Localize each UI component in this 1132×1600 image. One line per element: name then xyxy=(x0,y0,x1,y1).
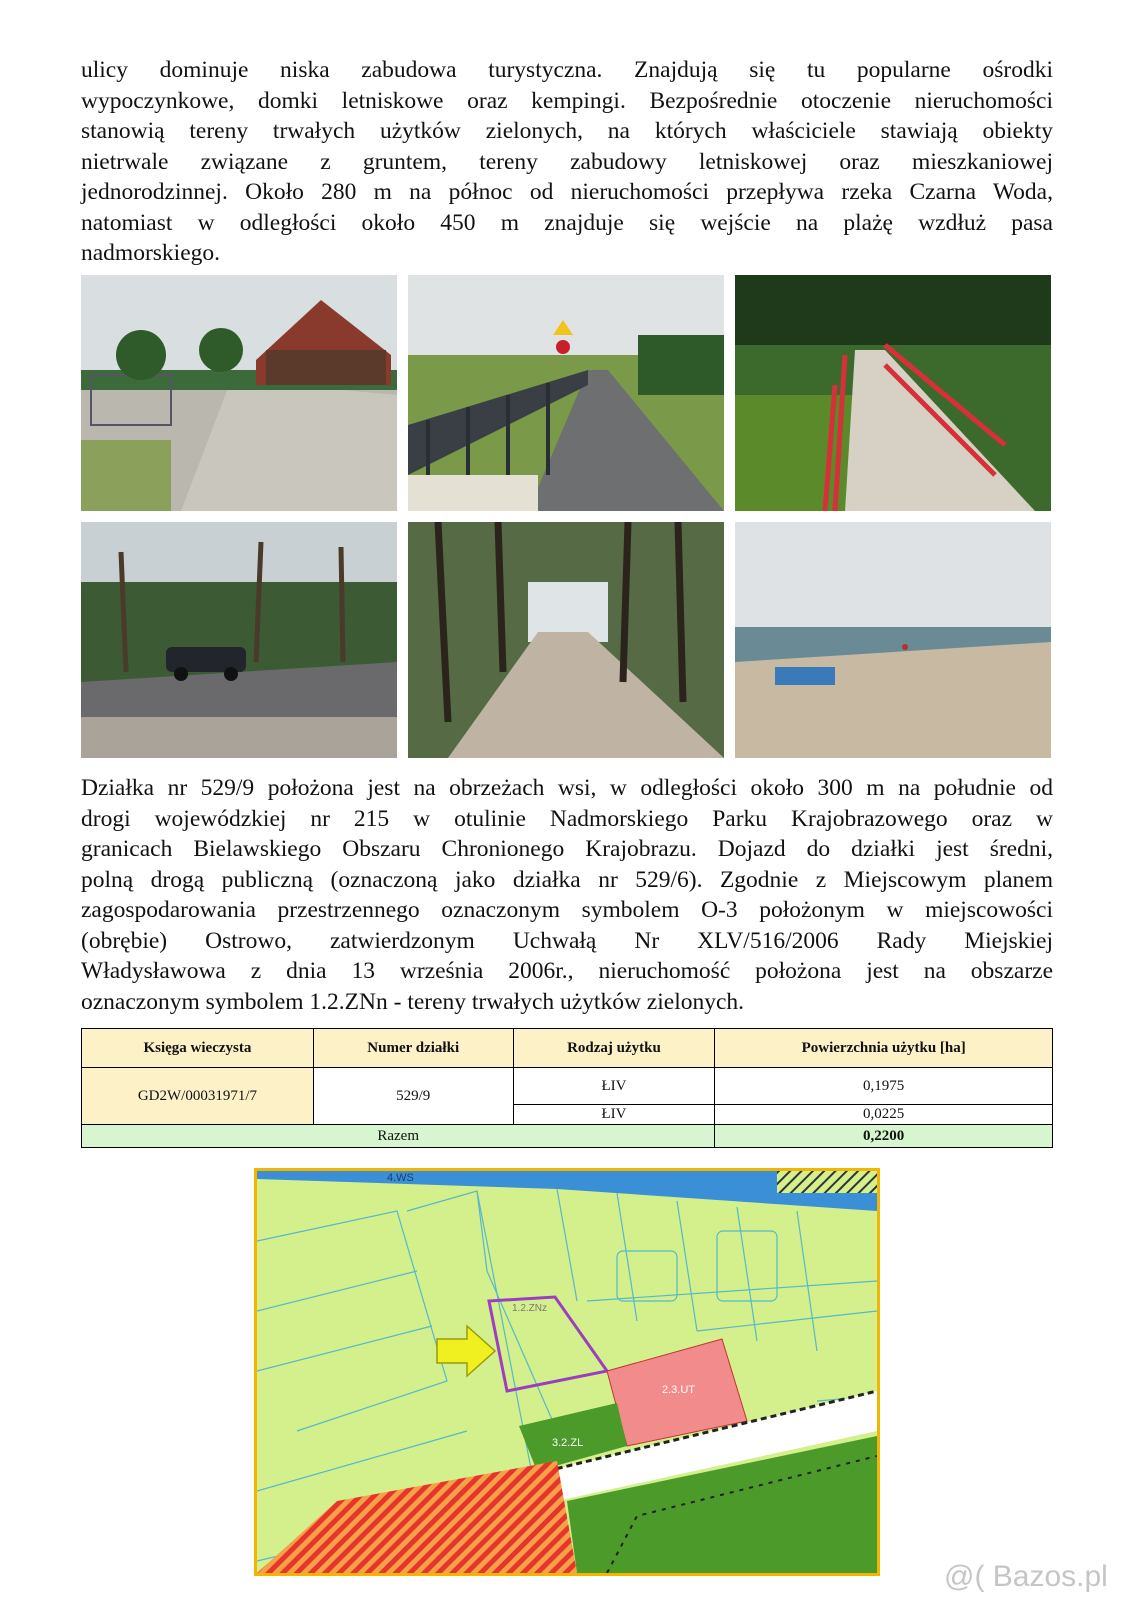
header-use-type: Rodzaj użytku xyxy=(513,1029,715,1068)
cell-kw: GD2W/00031971/7 xyxy=(82,1068,314,1125)
text-line: nietrwale związane z gruntem, tereny zabudowy letniskowej oraz mieszkaniowej xyxy=(81,148,1053,175)
text-line: Działka nr 529/9 położona jest na obrzeżach wsi, w odległości około 300 m na południe od xyxy=(81,775,1053,801)
cell-total-value: 0,2200 xyxy=(715,1125,1053,1148)
photo-bike-path xyxy=(408,275,724,511)
map-label-zl: 3.2.ZL xyxy=(552,1437,584,1449)
cell-plot-number: 529/9 xyxy=(313,1068,513,1125)
text-line: natomiast w odległości około 450 m znajduje się wejście na plażę wzdłuż pasa xyxy=(81,209,1053,236)
text-line: (obrębie) Ostrowo, zatwierdzonym Uchwałą Nr XLV/516/2006 Rady Miejskiej xyxy=(81,927,1053,954)
cell-total-label: Razem xyxy=(82,1125,715,1148)
cell-use-type: ŁIV xyxy=(513,1105,715,1125)
text-line: oznaczonym symbolem 1.2.ZNn - tereny trwałych użytków zielonych. xyxy=(81,988,745,1015)
text-line: wypoczynkowe, domki letniskowe oraz kempingi. Bezpośrednie otoczenie nieruchomości xyxy=(81,87,1053,114)
photo-forest-road xyxy=(81,522,397,758)
cell-area: 0,1975 xyxy=(715,1068,1053,1105)
text-line: jednorodzinnej. Około 280 m na północ od nieruchomości przepływa rzeka Czarna Woda, xyxy=(81,179,1053,205)
text-line: stanowią tereny trwałych użytków zielonych, na których właściciele stawiają obiekty xyxy=(81,118,1053,144)
header-kw: Księga wieczysta xyxy=(82,1029,314,1068)
text-line: Władysławowa z dnia 13 września 2006r., nieruchomość położona jest na obszarze xyxy=(81,958,1053,984)
land-register-table xyxy=(81,1028,1053,1148)
photo-sand-path xyxy=(408,522,724,758)
paragraph-plot-description xyxy=(81,773,1053,1017)
map-label-water: 4.WS xyxy=(387,1172,414,1184)
cell-use-type: ŁIV xyxy=(513,1068,715,1105)
map-label-ut: 2.3.UT xyxy=(662,1384,696,1396)
text-line: drogi wojewódzkiej nr 215 w otulinie Nadmorskiego Parku Krajobrazowego oraz w xyxy=(81,805,1053,832)
watermark: @( Bazos.pl xyxy=(944,1560,1108,1593)
text-line: nadmorskiego. xyxy=(81,240,221,266)
cell-area: 0,0225 xyxy=(715,1105,1053,1125)
zoning-map xyxy=(254,1168,880,1576)
photo-beach xyxy=(735,522,1051,758)
text-line: ulicy dominuje niska zabudowa turystyczna. Znajdują się tu popularne ośrodki xyxy=(81,57,1053,83)
text-line: polną drogą publiczną (oznaczoną jako działka nr 529/6). Zgodnie z Miejscowym planem xyxy=(81,866,1053,893)
photo-street-house xyxy=(81,275,397,511)
header-area: Powierzchnia użytku [ha] xyxy=(715,1029,1053,1068)
text-line: zagospodarowania przestrzennego oznaczonym symbolem O-3 położonym w miejscowości xyxy=(81,897,1053,923)
text-line: granicach Bielawskiego Obszaru Chronionego Krajobrazu. Dojazd do działki jest średni, xyxy=(81,836,1053,862)
paragraph-location xyxy=(81,55,1053,269)
photo-red-bridge xyxy=(735,275,1051,511)
map-label-plot: 1.2.ZNz xyxy=(512,1303,548,1314)
header-plot-number: Numer działki xyxy=(313,1029,513,1068)
